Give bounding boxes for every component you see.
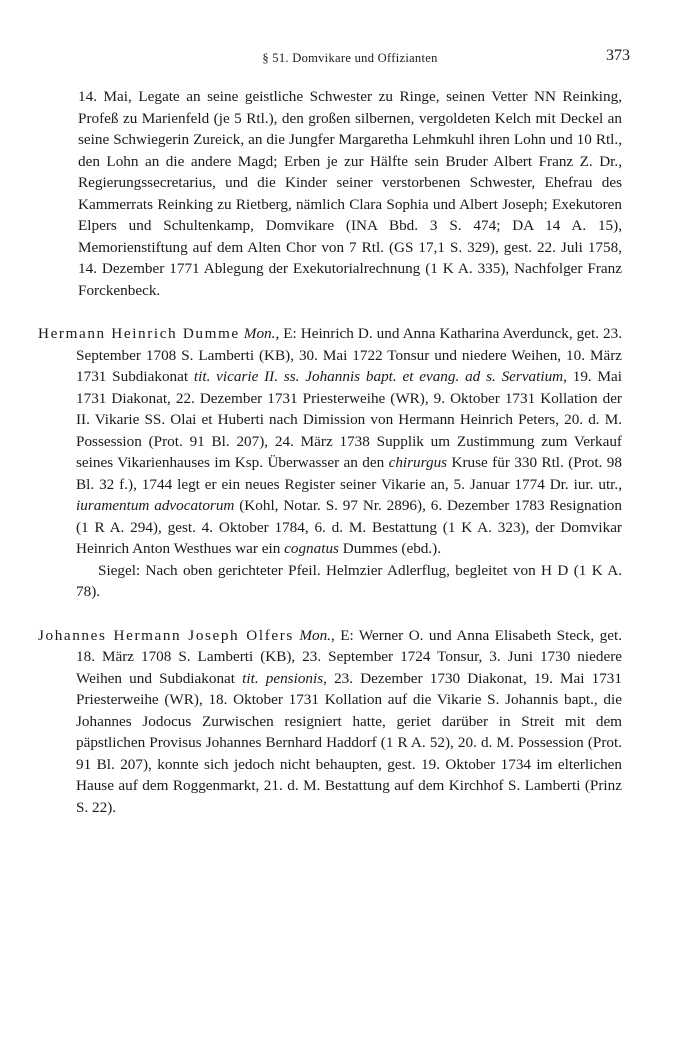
entry-text: , 23. Dezember 1730 Diakonat, 19. Mai 1731 Priesterweihe (WR), 18. Oktober 1731 Kollation auf die Vikarie S. Johannis bapt., die Johannes Jodocus Zurwischen resigniert hatte, geriet darüber in Streit mit dem päpstlichen Provisus Johannes Bernhard Haddorf (1 R A. 52), 20. d. M. Possession (Prot. 91 Bl. 207), konnte sich jedoch nicht behaupten, gest. 19. Oktober 1734 im elterlichen Hause auf dem Roggenmarkt, 21. d. M. Bestattung auf dem Kirchhof S. Lamberti (Prinz S. 22). xyxy=(76,669,622,816)
entry-italic: tit. vicarie II. ss. Johannis bapt. et evang. ad s. Servatium xyxy=(193,368,564,385)
entry-olfers xyxy=(38,625,622,819)
entry-text: (Kohl, Notar. S. 97 Nr. 2896), 6. Dezember 1783 Resignation (1 R A. 294), gest. 4. Oktober 1784, 6. d. M. Bestattung (1 K A. 323), der Domvikar Heinrich Anton Westhues war ein xyxy=(76,497,622,557)
running-head: § 51. Domvikare und Offizianten xyxy=(262,51,438,65)
entry-mon: Mon. xyxy=(299,626,331,644)
page-number: 373 xyxy=(606,47,630,64)
entry-text: Dummes (ebd.). xyxy=(338,540,442,557)
entry-text: , E: Werner O. und Anna Elisabeth Steck, get. 18. März 1708 S. Lamberti (KB), 23. September 1724 Tonsur, 3. Juni 1730 niedere Weihen und Subdiakonat xyxy=(76,626,623,687)
siegel-paragraph: Siegel: Nach oben gerichteter Pfeil. Helmzier Adlerflug, begleitet von H D (1 K A. 78). xyxy=(76,561,622,600)
entry-italic: tit. pensionis xyxy=(242,669,324,687)
entry-name: Hermann Heinrich Dumme xyxy=(38,325,240,342)
entry-text: , 19. Mai 1731 Diakonat, 22. Dezember 1731 Priesterweihe (WR), 9. Oktober 1731 Kollation der II. Vikarie SS. Olai et Huberti nach Dimission von Hermann Heinrich Peters, 20. d. M. Possession (Prot. 91 Bl. 207), 24. März 1738 Supplik um Zustimmung zum Verkauf seines Vikarienhauses im Ksp. Überwasser an den xyxy=(76,368,622,471)
paragraph-gap xyxy=(38,603,622,625)
page-header xyxy=(40,47,660,71)
entry-text: , E: Heinrich D. und Anna Katharina Averdunck, get. 23. September 1708 S. Lamberti (KB), 30. Mai 1722 Tonsur und niedere Weihen, 10. März 1731 Subdiakonat xyxy=(76,325,622,385)
entry-name: Johannes Hermann Joseph Olfers xyxy=(38,626,294,644)
entry-text: Kruse für 330 Rtl. (Prot. 98 Bl. 32 f.), 1744 legt er ein neues Register seiner Vikarie an, 5. Januar 1774 Dr. iur. utr., xyxy=(76,454,622,493)
entry-italic: cognatus xyxy=(284,540,339,557)
entry-mon: Mon. xyxy=(243,325,276,342)
paragraph-gap xyxy=(38,301,622,323)
entry-dumme xyxy=(38,323,622,560)
entry-italic: iuramentum advocatorum xyxy=(76,497,235,514)
entry-italic: chirurgus xyxy=(388,454,448,471)
body-text xyxy=(38,86,622,818)
continuation-paragraph: 14. Mai, Legate an seine geistliche Schwester zu Ringe, seinen Vetter NN Reinking, Profeß zu Marienfeld (je 5 Rtl.), den großen silbernen, vergoldeten Kelch mit Deckel an seine Schwiegerin Zureick, an die Jungfer Margaretha Lehmkuhl ihren Lohn und 10 Rtl., den Lohn an die andere Magd; Erben je zur Hälfte sein Bruder Albert Franz Z. Dr., Regierungssecretarius, und die Kinder seiner verstorbenen Schwester, Ehefrau des Kammerrats Reinking zu Rietberg, nämlich Clara Sophia und Albert Joseph; Exekutoren Elpers und Schultenkamp, Domvikare (INA Bbd. 3 S. 474; DA 14 A. 15), Memorienstiftung auf dem Alten Chor von 7 Rtl. (GS 17,1 S. 329), gest. 22. Juli 1758, 14. Dezember 1771 Ablegung der Exekutorialrechnung (1 K A. 335), Nachfolger Franz Forckenbeck. xyxy=(78,88,622,299)
